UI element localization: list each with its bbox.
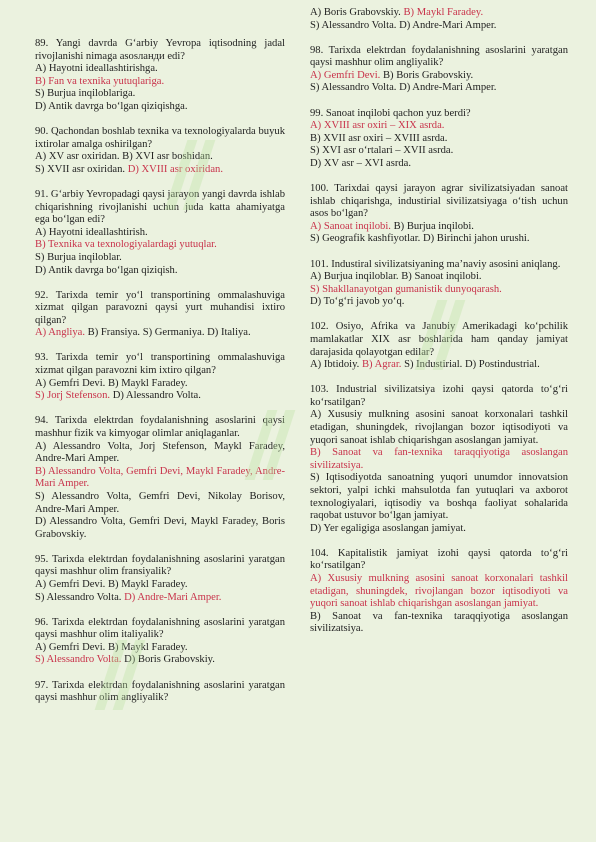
answer-option: S) Geografik kashfiyotlar. D) Birinchi jahon urushi. [310, 233, 530, 245]
answer-line [310, 359, 568, 372]
question-stem: 93. Tarixda temir yo‘l transportining ommalashuviga xizmat qilgan paravozni kim ixtiro qilgan? [35, 352, 285, 377]
answer-line [310, 221, 568, 234]
answer-option: A) Burjua inqiloblar. B) Sanoat inqilobi. [310, 271, 482, 283]
answer-option: B) Sanoat va fan-texnika taraqqiyotiga asoslangan sivilizatsiya. [310, 610, 568, 635]
answer-line [35, 592, 285, 605]
answer-option: S) Burjua inqiloblariga. [35, 88, 136, 100]
answer-line [35, 654, 285, 667]
answer-option: D) Antik davrga bo‘lgan qiziqishga. [35, 100, 188, 112]
answer-option: S) XVII asr oxiridan. [35, 163, 128, 175]
question-block [310, 384, 568, 535]
question-block [35, 38, 285, 114]
right-column [310, 0, 568, 842]
answer-option: S) Alessandro Volta. D) Andre-Mari Amper. [310, 19, 497, 31]
question-block [310, 7, 568, 32]
question-block [35, 189, 285, 277]
answer-option: D) To‘g‘ri javob yo‘q. [310, 296, 405, 308]
question-stem: 104. Kapitalistik jamiyat izohi qaysi qatorda to‘g‘ri ko‘rsatilgan? [310, 547, 568, 572]
answer-option: A) Ibtidoiy. [310, 359, 362, 371]
correct-answer: B) Alessandro Volta, Gemfri Devi, Maykl Faradey, Andre-Mari Amper. [35, 465, 285, 490]
question-stem: 94. Tarixda elektrdan foydalanishning asoslarini qaysi mashhur fizik va kimyogar olimlar aniqlaganlar. [35, 415, 285, 439]
correct-answer: D) Andre-Mari Amper. [124, 591, 222, 603]
correct-answer: D) XVIII asr oxiridan. [127, 163, 224, 175]
answer-line [35, 327, 285, 340]
answer-option: D) XV asr – XVI asrda. [310, 157, 412, 169]
question-block [35, 352, 285, 402]
answer-option: S) Burjua inqiloblar. [35, 251, 122, 263]
answer-option: S) Alessandro Volta. D) Andre-Mari Amper. [310, 82, 497, 94]
question-stem: 102. Osiyo, Afrika va Janubiy Amerikadagi ko‘pchilik mamlakatlar XIX asr boshlarida ham qanday jamiyat darajasida qolayotgan edilar? [310, 321, 568, 358]
answer-line [310, 70, 568, 83]
answer-option: B) Burjua inqilobi. [393, 220, 474, 232]
question-block [35, 680, 285, 705]
correct-answer: S) Shakllanayotgan gumanistik dunyoqarash. [310, 283, 502, 295]
answer-option: A) Gemfri Devi. B) Maykl Faradey. [35, 377, 188, 389]
answer-option: D) Antik davrga bo‘lgan qiziqish. [35, 264, 178, 276]
answer-option: S) XVI asr o‘rtalari – XVII asrda. [310, 145, 454, 157]
question-block [35, 554, 285, 604]
correct-answer: A) Angliya. [35, 327, 88, 339]
answer-option: A) XV asr oxiridan. B) XVI asr boshidan. [35, 151, 213, 163]
question-stem: 100. Tarixdai qaysi jarayon agrar sivilizatsiyadan sanoat ishlab chiqarishga, industirial sivilizatsiyaga o‘tish uchun asos bo‘lgan? [310, 183, 568, 220]
question-stem: 103. Industrial sivilizatsiya izohi qaysi qatorda to‘g‘ri ko‘rsatilgan? [310, 384, 568, 408]
left-column [35, 0, 285, 842]
correct-answer: B) Agrar. [361, 359, 405, 371]
question-block [35, 126, 285, 176]
question-block [310, 108, 568, 171]
answer-option: A) Hayotni ideallashtirish. [35, 226, 148, 238]
correct-answer: B) Texnika va texnologiyalardagi yutuqlar. [35, 239, 217, 251]
question-stem: 98. Tarixda elektrdan foydalanishning asoslarini yaratgan qaysi mashhur olim angliyalik? [310, 44, 568, 69]
question-stem: 95. Tarixda elektrdan foydalanishning asoslarini yaratgan qaysi mashhur olim fransiyalik? [35, 553, 285, 578]
answer-option: D) Alessandro Volta. [112, 390, 201, 402]
answer-option: A) Gemfri Devi. B) Maykl Faradey. [35, 578, 188, 590]
correct-answer: A) XVIII asr oxiri – XIX asrda. [310, 120, 445, 132]
question-stem: 97. Tarixda elektrdan foydalanishning asoslarini yaratgan qaysi mashhur olim angliyalik? [35, 679, 285, 704]
correct-answer: B) Fan va texnika yutuqlariga. [35, 75, 165, 87]
correct-answer: A) Sanoat inqilobi. [310, 220, 394, 232]
question-block [35, 415, 285, 541]
question-block [35, 290, 285, 340]
question-block [310, 548, 568, 636]
question-stem: 99. Sanoat inqilobi qachon yuz berdi? [310, 107, 471, 119]
question-block [310, 45, 568, 95]
answer-option: A) Hayotni ideallashtirishga. [35, 63, 158, 75]
correct-answer: B) Sanoat va fan-texnika taraqqiyotiga asoslangan sivilizatsiya. [310, 447, 568, 471]
correct-answer: A) Gemfri Devi. [310, 69, 383, 81]
answer-option: D) Alessandro Volta, Gemfri Devi, Maykl Faradey, Boris Grabovskiy. [35, 516, 285, 540]
question-block [310, 321, 568, 371]
answer-option: S) Iqtisodiyotda sanoatning yuqori unumdor innovatsion sektori, yalpi ichki mahsulotda fan yutuqlari va axborot texnologiyalari, iqtisodiy va boshqa faoliyat sohalarida raqobat ustuvor bo‘lgan jamiyat. [310, 472, 568, 522]
question-block [35, 617, 285, 667]
correct-answer: A) Xususiy mulkning asosini sanoat korxonalari tashkil etadigan, shuningdek, rivojlangan bozor iqtisodiyoti va yuqori sanoat ishlab chiqarishgan asoslangan jamiyat. [310, 573, 568, 610]
answer-option: B) Boris Grabovskiy. [382, 69, 474, 81]
question-stem: 92. Tarixda temir yo‘l transportining ommalashuviga xizmat qilgan paravozni qaysi yurt muhandisi ixtiro qilgan? [35, 289, 285, 326]
answer-option: B) Fransiya. S) Germaniya. D) Italiya. [87, 327, 251, 339]
correct-answer: B) Maykl Faradey. [403, 7, 484, 18]
answer-line [35, 164, 285, 177]
answer-option: A) Gemfri Devi. B) Maykl Faradey. [35, 641, 188, 653]
question-stem: 89. Yangi davrda G‘arbiy Yevropa iqtisodning jadal rivojlanishi nimaga asosланди edi? [35, 38, 285, 62]
answer-line [310, 7, 568, 20]
question-stem: 90. Qachondan boshlab texnika va texnologiyalarda buyuk ixtirolar amalga oshirilgan? [35, 126, 285, 150]
answer-option: S) Alessandro Volta. [35, 591, 125, 603]
answer-line [35, 390, 285, 403]
answer-option: S) Alessandro Volta, Gemfri Devi, Nikolay Borisov, Andre-Mari Amper. [35, 490, 285, 515]
answer-option: B) XVII asr oxiri – XVIII asrda. [310, 132, 448, 144]
question-stem: 91. G‘arbiy Yevropadagi qaysi jarayon yangi davrda ishlab chiqarishning rivojlanishi uchun juda katta ahamiyatga ega bo‘lgan edi? [35, 188, 285, 226]
answer-option: A) Xususiy mulkning asosini sanoat korxonalari tashkil etadigan, shuningdek, rivojlangan bozor iqtisodiyoti va yuqori sanoat ishlab chiqarishgan asoslangan jamiyat. [310, 409, 568, 446]
answer-option: A) Alessandro Volta, Jorj Stefenson, Maykl Faradey, Andre-Mari Amper. [35, 440, 285, 465]
correct-answer: S) Alessandro Volta. [35, 654, 125, 666]
question-stem: 96. Tarixda elektrdan foydalanishning asoslarini yaratgan qaysi mashhur olim italiyalik? [35, 616, 285, 641]
correct-answer: S) Jorj Stefenson. [35, 390, 113, 402]
question-block [310, 183, 568, 246]
answer-option: S) Industirial. D) Postindustrial. [404, 359, 540, 371]
question-block [310, 259, 568, 309]
answer-option: D) Boris Grabovskiy. [124, 654, 215, 666]
answer-option: A) Boris Grabovskiy. [310, 7, 404, 18]
question-stem: 101. Industiral sivilizatsiyaning ma’naviy asosini aniqlang. [310, 258, 561, 270]
answer-option: D) Yer egaligiga asoslangan jamiyat. [310, 522, 466, 534]
